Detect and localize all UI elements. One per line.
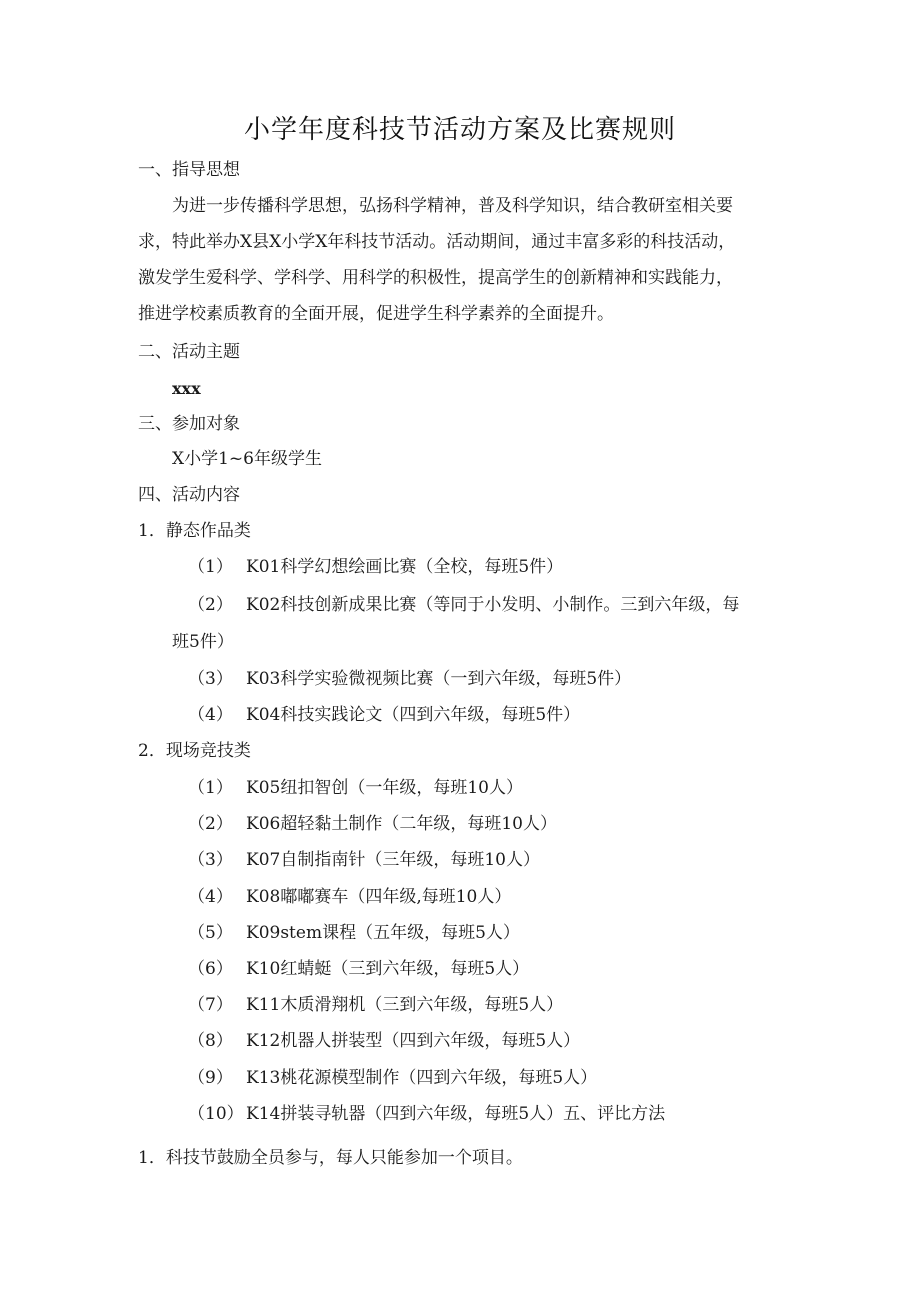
item-number: （1） [188,557,233,577]
item-text: K02科技创新成果比赛（等同于小发明、小制作。三到六年级，每 [246,595,740,615]
section-heading-participants: 三、参加对象 [138,414,240,434]
item-number: （4） [188,887,233,907]
list-item [188,555,563,579]
item-text: K07自制指南针（三年级，每班10人） [246,850,540,870]
list-item [188,885,511,909]
evaluation-line-1: 1．科技节鼓励全员参与，每人只能参加一个项目。 [138,1148,523,1168]
theme-value: xxx [172,379,201,398]
document-title: 小学年度科技节活动方案及比赛规则 [243,115,676,145]
list-item [188,1102,665,1126]
list-item [188,1066,597,1090]
guiding-paragraph-line-2: 求，特此举办X县X小学X年科技节活动。活动期间，通过丰富多彩的科技活动， [138,232,736,252]
section-heading-content: 四、活动内容 [138,485,240,505]
item-text: K04科技实践论文（四到六年级，每班5件） [246,705,581,725]
item-text: K12机器人拼装型（四到六年级，每班5人） [246,1031,581,1051]
item-text: K14拼装寻轨器（四到六年级，每班5人）五、评比方法 [246,1104,666,1124]
list-item [188,957,529,981]
list-item [188,776,523,800]
item-text: K05纽扣智创（一年级，每班10人） [246,778,523,798]
guiding-paragraph-line-3: 激发学生爱科学、学科学、用科学的积极性，提高学生的创新精神和实践能力， [138,268,733,288]
item-number: （2） [188,814,233,834]
item-text: K01科学幻想绘画比赛（全校，每班5件） [246,557,564,577]
item-number: （3） [188,850,233,870]
item-text-continuation: 班5件） [172,632,234,652]
static-works-label: 1．静态作品类 [138,521,251,541]
item-text: K11木质滑翔机（三到六年级，每班5人） [246,995,564,1015]
item-number: （10） [188,1104,244,1124]
guiding-paragraph-line-1: 为进一步传播科学思想，弘扬科学精神，普及科学知识，结合教研室相关要 [172,196,733,216]
list-item [188,1029,580,1053]
list-item [188,848,540,872]
list-item [188,667,631,691]
list-item [188,993,563,1017]
section-heading-guiding: 一、指导思想 [138,160,240,180]
list-item [188,812,557,836]
item-text: K13桃花源模型制作（四到六年级，每班5人） [246,1068,598,1088]
participants-value: X小学1~6年级学生 [172,449,322,469]
item-text: K03科学实验微视频比赛（一到六年级，每班5件） [246,669,632,689]
guiding-paragraph-line-4: 推进学校素质教育的全面开展，促进学生科学素养的全面提升。 [138,304,614,324]
item-text: K08嘟嘟赛车（四年级,每班10人） [246,887,512,907]
item-number: （3） [188,669,233,689]
list-item [188,593,739,617]
item-number: （8） [188,1031,233,1051]
item-number: （6） [188,959,233,979]
item-number: （9） [188,1068,233,1088]
section-heading-theme: 二、活动主题 [138,342,240,362]
item-number: （5） [188,923,233,943]
item-number: （1） [188,778,233,798]
item-text: K09stem课程（五年级，每班5人） [246,923,520,943]
item-text: K10红蜻蜓（三到六年级，每班5人） [246,959,530,979]
item-number: （2） [188,595,233,615]
list-item [188,703,580,727]
item-number: （7） [188,995,233,1015]
live-competition-label: 2．现场竞技类 [138,741,251,761]
list-item [188,921,520,945]
item-text: K06超轻黏土制作（二年级，每班10人） [246,814,557,834]
item-number: （4） [188,705,233,725]
